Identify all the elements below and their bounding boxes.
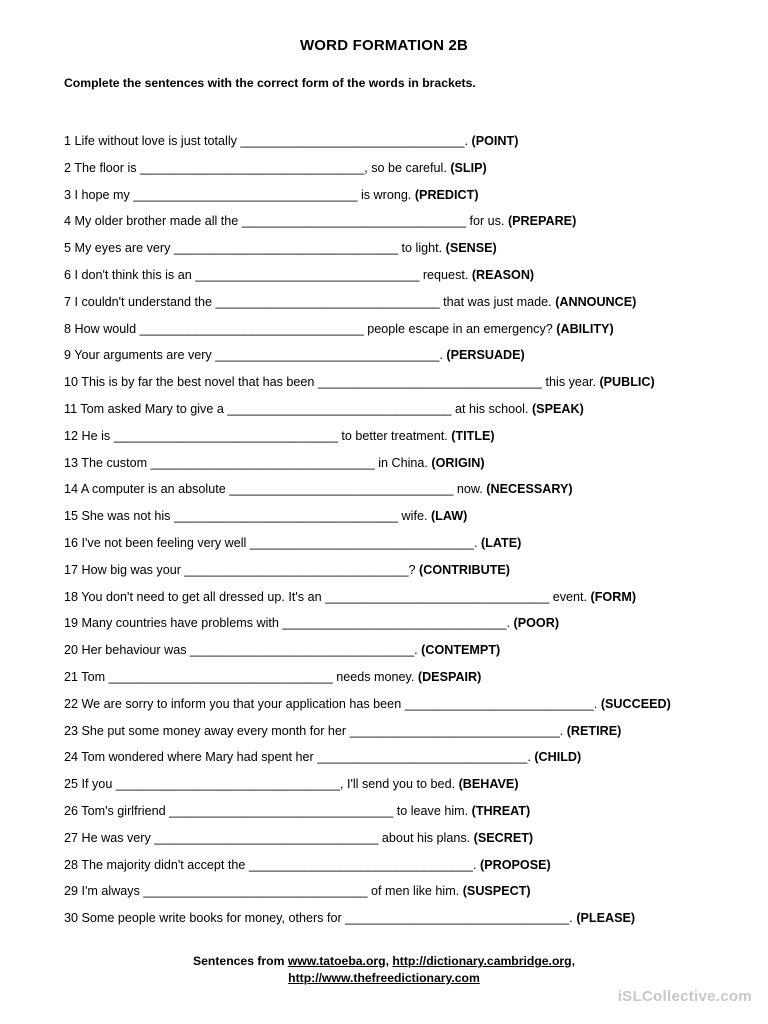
word-hint: (LAW) — [430, 509, 468, 524]
sentence-row — [64, 294, 744, 321]
sentence-number: 20 — [64, 643, 79, 658]
sentence-row — [64, 830, 744, 857]
sentence-text: Tom wondered where Mary had spent her ______________________________. — [81, 750, 531, 765]
sentence-number: 24 — [64, 750, 79, 765]
sentence-text: I hope my ________________________________ is wrong. — [74, 187, 412, 202]
sentence-row — [64, 642, 744, 669]
word-hint: (ANNOUNCE) — [555, 294, 637, 309]
sentence-number: 9 — [64, 348, 72, 363]
sentence-text: I couldn't understand the ________________________________ that was just made. — [74, 294, 552, 309]
word-hint: (PUBLIC) — [599, 375, 655, 390]
watermark-logo: iSLCollective.com — [617, 988, 752, 1005]
sentence-row — [64, 240, 744, 267]
sentence-text: I don't think this is an ________________________________ request. — [74, 267, 469, 282]
sentence-number: 29 — [64, 884, 79, 899]
sentence-number: 10 — [64, 375, 79, 390]
sentence-number: 6 — [64, 267, 72, 282]
sentence-number: 19 — [64, 616, 79, 631]
sentence-number: 25 — [64, 777, 79, 792]
sentence-row — [64, 589, 744, 616]
tatoeba-link[interactable]: www.tatoeba.org, — [287, 954, 389, 968]
word-hint: (DESPAIR) — [417, 669, 482, 684]
sentence-row — [64, 669, 744, 696]
sentence-row — [64, 347, 744, 374]
sentence-number: 7 — [64, 294, 72, 309]
sources-line-1 — [0, 953, 768, 970]
word-hint: (LATE) — [480, 535, 522, 550]
sentence-text: Your arguments are very ________________________________. — [74, 348, 443, 363]
sentence-number: 22 — [64, 696, 79, 711]
sentence-row — [64, 374, 744, 401]
word-hint: (PREPARE) — [507, 214, 577, 229]
sentence-number: 28 — [64, 857, 79, 872]
sentence-text: He was very ________________________________ about his plans. — [81, 830, 471, 845]
freedictionary-link[interactable]: http://www.thefreedictionary.com — [288, 971, 480, 985]
sentence-row — [64, 857, 744, 884]
sentence-text: Tom ________________________________ needs money. — [81, 669, 415, 684]
sources-footer — [0, 953, 768, 987]
sentence-row — [64, 696, 744, 723]
word-hint: (NECESSARY) — [486, 482, 573, 497]
sentence-number: 3 — [64, 187, 72, 202]
sentence-number: 5 — [64, 241, 72, 256]
sentence-text: We are sorry to inform you that your application has been ___________________________. — [81, 696, 598, 711]
sentence-number: 18 — [64, 589, 79, 604]
sentence-row — [64, 803, 744, 830]
word-hint: (RETIRE) — [566, 723, 622, 738]
sentence-number: 2 — [64, 160, 72, 175]
sentence-number: 4 — [64, 214, 72, 229]
word-hint: (SLIP) — [450, 160, 487, 175]
sentence-number: 23 — [64, 723, 79, 738]
sentence-text: Life without love is just totally ________________________________. — [74, 134, 469, 148]
sentence-number: 1 — [64, 134, 72, 148]
sentence-text: I've not been feeling very well ________________________________. — [81, 535, 478, 550]
sources-prefix: Sentences from — [193, 954, 288, 968]
sentence-number: 11 — [64, 401, 78, 416]
sentence-number: 15 — [64, 509, 79, 524]
sentence-number: 26 — [64, 803, 79, 818]
sentence-row — [64, 749, 744, 776]
page-title: WORD FORMATION 2B — [299, 37, 469, 54]
sentence-text: You don't need to get all dressed up. It's an ________________________________ event. — [81, 589, 588, 604]
sentence-row — [64, 187, 744, 214]
sentence-number: 30 — [64, 911, 79, 926]
sentence-number: 27 — [64, 830, 79, 845]
sentence-row — [64, 455, 744, 482]
word-hint: (SECRET) — [473, 830, 534, 845]
sentence-text: If you ________________________________, I'll send you to bed. — [81, 777, 456, 792]
sentence-number: 16 — [64, 535, 79, 550]
sentence-row — [64, 535, 744, 562]
sentence-row — [64, 562, 744, 589]
word-hint: (PROPOSE) — [480, 857, 551, 872]
sentence-number: 21 — [64, 669, 79, 684]
word-hint: (BEHAVE) — [458, 777, 519, 792]
word-hint: (THREAT) — [471, 803, 531, 818]
sentence-row — [64, 160, 744, 187]
sentence-text: Her behaviour was ________________________________. — [81, 643, 418, 658]
word-hint: (CONTEMPT) — [421, 643, 501, 658]
word-hint: (REASON) — [471, 267, 535, 282]
word-hint: (POINT) — [471, 134, 519, 148]
word-hint: (SPEAK) — [531, 401, 584, 416]
sentence-row — [64, 321, 744, 348]
sentence-text: She put some money away every month for her ______________________________. — [81, 723, 564, 738]
sentence-row — [64, 615, 744, 642]
sentence-text: My older brother made all the ________________________________ for us. — [74, 214, 505, 229]
sentence-row — [64, 133, 744, 160]
sources-line-2 — [0, 970, 768, 987]
sentence-text: How would ________________________________ people escape in an emergency? — [74, 321, 553, 336]
sentence-text: The floor is ________________________________, so be careful. — [74, 160, 447, 175]
sentence-text: Some people write books for money, others for ________________________________. — [81, 911, 573, 926]
sentence-number: 13 — [64, 455, 79, 470]
sentence-row — [64, 910, 744, 937]
cambridge-link[interactable]: http://dictionary.cambridge.org, — [392, 954, 575, 968]
word-hint: (SENSE) — [445, 241, 497, 256]
word-hint: (PREDICT) — [414, 187, 479, 202]
sentence-list — [64, 133, 744, 937]
sentence-text: A computer is an absolute ________________________________ now. — [80, 482, 483, 497]
sentence-row — [64, 401, 744, 428]
instructions: Complete the sentences with the correct form of the words in brackets. — [64, 76, 476, 90]
sentence-row — [64, 508, 744, 535]
word-hint: (SUSPECT) — [462, 884, 531, 899]
sentence-row — [64, 428, 744, 455]
word-hint: (CHILD) — [534, 750, 582, 765]
sentence-row — [64, 213, 744, 240]
sentence-text: Many countries have problems with ________________________________. — [81, 616, 511, 631]
sentence-text: Tom asked Mary to give a ________________________________ at his school. — [80, 401, 529, 416]
sentence-number: 17 — [64, 562, 79, 577]
word-hint: (ABILITY) — [556, 321, 614, 336]
word-hint: (ORIGIN) — [431, 455, 485, 470]
word-hint: (PERSUADE) — [446, 348, 525, 363]
sentence-row — [64, 481, 744, 508]
sentence-text: My eyes are very ________________________________ to light. — [74, 241, 443, 256]
word-hint: (TITLE) — [451, 428, 495, 443]
sentence-row — [64, 723, 744, 750]
sentence-number: 14 — [64, 482, 79, 497]
sentence-number: 12 — [64, 428, 79, 443]
sentence-text: How big was your ________________________________? — [81, 562, 416, 577]
sentence-text: She was not his ________________________________ wife. — [81, 509, 428, 524]
sentence-number: 8 — [64, 321, 72, 336]
sentence-text: He is ________________________________ to better treatment. — [81, 428, 448, 443]
word-hint: (PLEASE) — [576, 911, 636, 926]
word-hint: (CONTRIBUTE) — [419, 562, 510, 577]
sentence-text: The majority didn't accept the ________________________________. — [81, 857, 477, 872]
sentence-text: This is by far the best novel that has been ________________________________ this year. — [81, 375, 596, 390]
word-hint: (POOR) — [513, 616, 560, 631]
word-hint: (SUCCEED) — [600, 696, 671, 711]
sentence-text: I'm always ________________________________ of men like him. — [81, 884, 460, 899]
sentence-text: The custom ________________________________ in China. — [81, 455, 428, 470]
sentence-row — [64, 776, 744, 803]
word-hint: (FORM) — [590, 589, 637, 604]
sentence-text: Tom's girlfriend ________________________________ to leave him. — [81, 803, 469, 818]
sentence-row — [64, 883, 744, 910]
sentence-row — [64, 267, 744, 294]
